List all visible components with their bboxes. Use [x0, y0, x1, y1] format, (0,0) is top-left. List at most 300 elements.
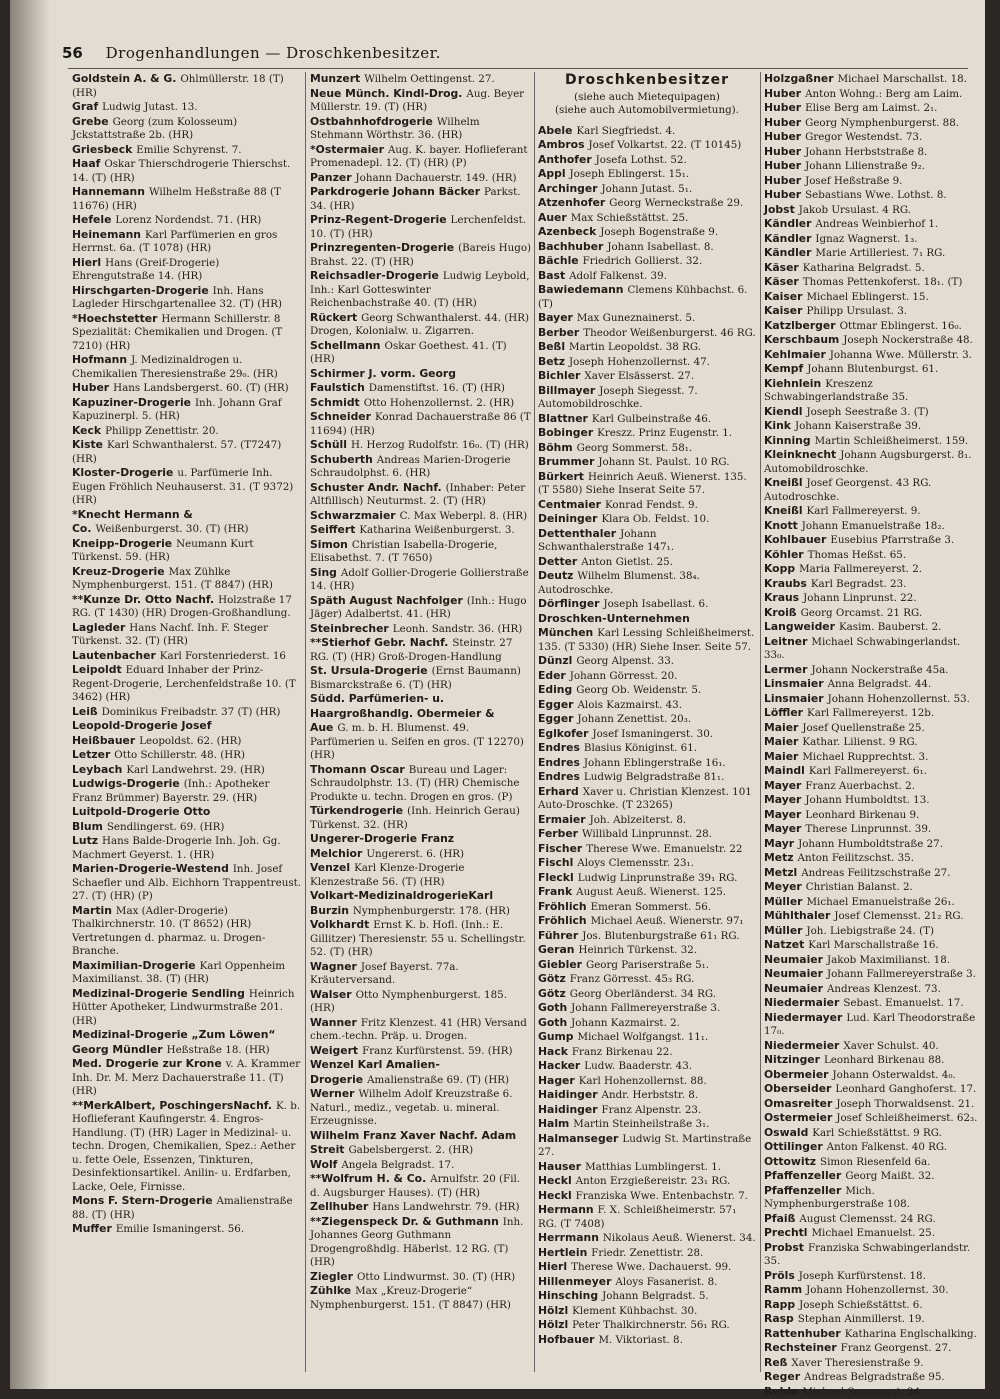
- entry-details: Wilhelm Stehmann Wörthstr. 36. (HR): [310, 116, 480, 142]
- entry-details: Konrad Dachauerstraße 86 (T 11694) (HR): [310, 411, 531, 437]
- entry-name: Linsmaier: [764, 677, 824, 690]
- entry-details: Anton Erzgießereistr. 23₁ RG.: [576, 1175, 731, 1187]
- entry-details: Joseph Schießstättst. 6.: [799, 1299, 923, 1311]
- directory-entry: [538, 1333, 756, 1348]
- directory-entry: [764, 1184, 979, 1212]
- entry-details: Oskar Thierschdrogerie Thierschst. 14. (T) (HR): [72, 158, 290, 184]
- entry-name: *Ostermaier: [310, 143, 384, 156]
- entry-details: Otto Hohenzollernst. 2. (HR): [364, 397, 514, 409]
- directory-entry: [764, 116, 979, 131]
- entry-name: Natzet: [764, 938, 804, 951]
- entry-name: Appl: [538, 167, 566, 180]
- directory-entry: [310, 1158, 532, 1173]
- directory-entry: [310, 1172, 532, 1200]
- entry-name: Kändler: [764, 217, 811, 230]
- entry-name: Maximilian-Drogerie: [72, 959, 196, 972]
- entry-name: Munzert: [310, 72, 360, 85]
- entry-name: Bächle: [538, 254, 579, 267]
- entry-details: Holzstraße 17 RG. (T 1430) (HR) Drogen-Großhandlung.: [72, 594, 292, 620]
- entry-name: Kempf: [764, 362, 803, 375]
- entry-name: Goth: [538, 1016, 567, 1029]
- entry-details: Gabelsbergerst. 2. (HR): [348, 1144, 473, 1156]
- entry-details: Georg Sommerst. 58₁.: [577, 442, 693, 454]
- directory-entry: [764, 1169, 979, 1184]
- entry-details: (Inhaber: Peter Altfillisch) Neuturmst. 2. (T) (HR): [310, 482, 525, 508]
- directory-page: [10, 0, 985, 1389]
- entry-name: Heckl: [538, 1189, 572, 1202]
- entry-details: Max „Kreuz-Drogerie“ Nymphenburgerst. 151. (T 8847) (HR): [310, 1285, 511, 1311]
- entry-name: Endres: [538, 741, 580, 754]
- directory-entry: [764, 377, 979, 405]
- directory-entry: [764, 1068, 979, 1083]
- directory-entry: [538, 929, 756, 944]
- entry-details: Steinstr. 27 RG. (T) (HR) Groß-Drogen-Handlung: [310, 637, 512, 663]
- entry-details: Adolf Falkenst. 39.: [569, 270, 667, 282]
- entry-name: Azenbeck: [538, 225, 596, 238]
- entry-name: Kerschbaum: [764, 333, 839, 346]
- entry-details: Wilhelm Blumenst. 38₄. Autodroschke.: [538, 570, 700, 596]
- entry-details: Damenstiftst. 16. (T) (HR): [369, 382, 505, 394]
- entry-details: Karl Schießstättst. 9 RG.: [812, 1127, 942, 1139]
- entry-name: Maier: [764, 721, 798, 734]
- entry-details: Hans Landwehrstr. 79. (HR): [372, 1201, 519, 1213]
- directory-entry: [72, 959, 302, 987]
- entry-name: Kraus: [764, 591, 799, 604]
- entry-name: Kändler: [764, 232, 811, 245]
- directory-entry: [764, 1212, 979, 1227]
- entry-details: Michael Wolfgangst. 11₁.: [578, 1031, 709, 1043]
- directory-entry: [764, 924, 979, 939]
- entry-name: Huber: [764, 101, 801, 114]
- directory-entry: [310, 396, 532, 411]
- directory-entry: [764, 635, 979, 663]
- entry-name: Leipoldt: [72, 663, 122, 676]
- entry-name: Auer: [538, 211, 567, 224]
- entry-name: Ambros: [538, 138, 585, 151]
- entry-details: Franz Alpenstr. 23.: [602, 1104, 702, 1116]
- entry-name: Obermeier: [764, 1068, 828, 1081]
- entry-name: Huber: [764, 159, 801, 172]
- directory-entry: [538, 555, 756, 570]
- entry-details: Karl Hohenzollernst. 88.: [579, 1075, 707, 1087]
- entry-name: Mayer: [764, 779, 801, 792]
- directory-entry: [72, 508, 302, 537]
- entry-details: Dominikus Freibadstr. 37 (T) (HR): [102, 706, 281, 718]
- entry-details: Georg (zum Kolosseum) Jckstattstraße 2b. (HR): [72, 116, 237, 142]
- directory-entry: [310, 241, 532, 269]
- entry-details: Georg Maißt. 32.: [845, 1170, 934, 1182]
- entry-details: Michael Marschallst. 18.: [838, 73, 967, 85]
- entry-name: Ziegler: [310, 1270, 353, 1283]
- entry-details: Johann Dachauerstr. 149. (HR): [356, 172, 517, 184]
- entry-details: Johann Nockerstraße 45a.: [811, 664, 948, 676]
- entry-details: Georg Werneckstraße 29.: [609, 197, 743, 209]
- directory-entry: [764, 880, 979, 895]
- entry-name: Führer: [538, 929, 578, 942]
- entry-details: Michael Schwabingerlandst. 33₀.: [764, 636, 960, 662]
- directory-entry: [764, 1097, 979, 1112]
- entry-details: Mich. Nymphenburgerstraße 108.: [764, 1185, 910, 1211]
- entry-details: Hans Nachf. Inh. F. Steger Türkenst. 32. (T) (HR): [72, 622, 268, 648]
- directory-entry: [764, 851, 979, 866]
- directory-entry: [764, 1226, 979, 1241]
- entry-details: Johann Schwanthalerstraße 147₁.: [538, 528, 674, 554]
- directory-entry: [538, 254, 756, 269]
- entry-name: Oswald: [764, 1126, 808, 1139]
- entry-details: Joseph Bogenstraße 9.: [600, 226, 718, 238]
- entry-details: Andreas Klenzest. 73.: [827, 983, 941, 995]
- entry-details: Otto Nymphenburgerst. 185. (HR): [310, 989, 507, 1015]
- directory-entry: [764, 562, 979, 577]
- entry-name: Leitner: [764, 635, 807, 648]
- directory-entry: [538, 569, 756, 597]
- directory-entry: [764, 895, 979, 910]
- entry-name: Schuberth: [310, 453, 373, 466]
- column-divider: [305, 72, 306, 1372]
- directory-entry: [310, 1129, 532, 1158]
- entry-details: Michael Sommerst. 24.: [802, 1386, 923, 1398]
- entry-name: Rapp: [764, 1298, 795, 1311]
- entry-details: Johann Herbststraße 8.: [805, 146, 927, 158]
- directory-entry: [72, 213, 302, 228]
- entry-name: **Wolfrum H. & Co.: [310, 1172, 426, 1185]
- directory-entry: [310, 339, 532, 367]
- entry-details: Max Zühlke Nymphenburgerst. 151. (T 8847) (HR): [72, 566, 273, 592]
- directory-entry: [764, 419, 979, 434]
- entry-name: Archinger: [538, 182, 598, 195]
- entry-details: Wilhelm Oettingenst. 27.: [364, 73, 494, 85]
- entry-details: Johann Belgradst. 5.: [602, 1290, 709, 1302]
- entry-details: Josef Ismaningerst. 30.: [592, 728, 713, 740]
- directory-entry: [538, 455, 756, 470]
- entry-name: Beßl: [538, 340, 565, 353]
- entry-name: Ostermeier: [764, 1111, 832, 1124]
- directory-entry: [764, 174, 979, 189]
- entry-name: Kreuz-Drogerie: [72, 565, 165, 578]
- directory-entry: [310, 311, 532, 339]
- entry-details: Johann Humboldtst. 13.: [805, 794, 929, 806]
- directory-entry: [310, 664, 532, 692]
- entry-name: Schuster Andr. Nachf.: [310, 481, 442, 494]
- entry-name: Ottowitz: [764, 1155, 816, 1168]
- entry-details: Lorenz Nordendst. 71. (HR): [115, 214, 261, 226]
- entry-name: Metzl: [764, 866, 797, 879]
- directory-entry: [310, 185, 532, 213]
- entry-name: Leopold-Drogerie Josef Heißbauer: [72, 719, 211, 747]
- entry-name: Köhler: [764, 548, 804, 561]
- entry-name: Reß: [764, 1356, 787, 1369]
- directory-entry: [310, 594, 532, 622]
- entry-name: Lautenbacher: [72, 649, 156, 662]
- directory-entry: [310, 453, 532, 481]
- directory-entry: [310, 988, 532, 1016]
- directory-entry: [764, 591, 979, 606]
- directory-entry: [310, 87, 532, 115]
- entry-name: Heinemann: [72, 228, 141, 241]
- directory-entry: [764, 72, 979, 87]
- entry-name: Schellmann: [310, 339, 381, 352]
- entry-details: Josefa Lothst. 52.: [596, 154, 687, 166]
- entry-name: Centmaier: [538, 498, 601, 511]
- section-note: (siehe auch Automobilvermietung).: [538, 104, 756, 118]
- entry-details: Martin Leopoldst. 38 RG.: [569, 341, 701, 353]
- directory-entry: [538, 167, 756, 182]
- entry-details: Eduard Inhaber der Prinz-Regent-Drogerie, Lerchenfeldstraße 10. (T 3462) (HR): [72, 664, 296, 703]
- directory-entry: [538, 1289, 756, 1304]
- column-1: [72, 72, 302, 1372]
- entry-details: Johanna Wwe. Müllerstr. 3.: [830, 349, 972, 361]
- entry-details: Anton Gietlst. 25.: [581, 556, 673, 568]
- entry-name: Ungerer-Drogerie Franz Melchior: [310, 832, 454, 860]
- entry-name: **Kunze Dr. Otto Nachf.: [72, 593, 214, 606]
- directory-entry: [764, 706, 979, 721]
- directory-entry: [764, 348, 979, 363]
- entry-details: Theodor Weißenburgerst. 46 RG.: [583, 327, 756, 339]
- entry-details: Johann Humboldtstraße 27.: [798, 838, 943, 850]
- directory-entry: [538, 1016, 756, 1031]
- directory-entry: [764, 967, 979, 982]
- entry-name: Knott: [764, 519, 798, 532]
- entry-name: Maindl: [764, 764, 805, 777]
- entry-details: Ungererst. 6. (HR): [366, 848, 464, 860]
- directory-entry: [72, 705, 302, 720]
- entry-details: Michael Emanuelst. 25.: [812, 1227, 935, 1239]
- entry-details: Max (Adler-Drogerie) Thalkirchnerstr. 10. (T 8652) (HR) Vertretungen d. pharmaz. u. Drogen-Branche.: [72, 905, 265, 958]
- entry-details: Martin Schleißheimerst. 159.: [815, 435, 969, 447]
- entry-name: Pfaiß: [764, 1212, 795, 1225]
- entry-name: Fischer: [538, 842, 582, 855]
- entry-name: Lutz: [72, 834, 98, 847]
- directory-entry: [72, 1028, 302, 1057]
- entry-details: Wilhelm Heßstraße 88 (T 11676) (HR): [72, 186, 281, 212]
- entry-name: Schwarzmaier: [310, 509, 396, 522]
- directory-entry: [764, 1312, 979, 1327]
- entry-details: Joseph Kurfürstenst. 18.: [799, 1270, 926, 1282]
- entry-details: Weißenburgerst. 30. (T) (HR): [95, 523, 248, 535]
- entry-details: Karl Fallmereyerst. 12b.: [807, 707, 934, 719]
- entry-name: Dörflinger: [538, 597, 599, 610]
- entry-details: Xaver Elsässerst. 27.: [584, 370, 694, 382]
- entry-details: Michael Rupprechtst. 3.: [802, 751, 928, 763]
- entry-details: Lud. Karl Theodorstraße 17₀.: [764, 1012, 975, 1038]
- directory-entry: [72, 593, 302, 621]
- entry-name: Hirschgarten-Drogerie: [72, 284, 209, 297]
- entry-name: Probst: [764, 1241, 804, 1254]
- directory-entry: [538, 813, 756, 828]
- directory-entry: [310, 143, 532, 171]
- entry-name: Billmayer: [538, 384, 595, 397]
- directory-entry: [764, 504, 979, 519]
- entry-name: Walser: [310, 988, 352, 1001]
- entry-name: Heckl: [538, 1174, 572, 1187]
- directory-entry: [538, 196, 756, 211]
- entry-details: Hans (Greif-Drogerie) Ehrengutstraße 14. (HR): [72, 257, 219, 283]
- entry-name: Weigert: [310, 1044, 358, 1057]
- entry-details: Heinrich Hütter Apotheker, Lindwurmstraße 201. (HR): [72, 988, 294, 1027]
- entry-name: Martin: [72, 904, 112, 917]
- directory-entry: [72, 649, 302, 664]
- entry-name: Wanner: [310, 1016, 357, 1029]
- entry-name: Hölzl: [538, 1318, 568, 1331]
- entry-name: Kinning: [764, 434, 811, 447]
- directory-entry: [764, 548, 979, 563]
- entry-name: Zühlke: [310, 1284, 351, 1297]
- directory-entry: [538, 958, 756, 973]
- entry-name: Hefele: [72, 213, 111, 226]
- entry-name: Leiß: [72, 705, 98, 718]
- entry-details: Emilie Schyrenst. 7.: [136, 144, 241, 156]
- directory-entry: [538, 1189, 756, 1204]
- entry-name: Deutz: [538, 569, 573, 582]
- entry-name: Huber: [764, 145, 801, 158]
- entry-name: Käser: [764, 261, 799, 274]
- entry-details: Wilhelm Adolf Kreuzstraße 6. Naturl., mediz., vegetab. u. mineral. Erzeugnisse.: [310, 1088, 512, 1127]
- directory-entry: [764, 837, 979, 852]
- entry-name: Medizinal-Drogerie „Zum Löwen“ Georg Mündler: [72, 1028, 276, 1056]
- entry-details: Franz Birkenau 22.: [572, 1046, 673, 1058]
- entry-name: Linsmaier: [764, 692, 824, 705]
- entry-details: Andr. Herbststr. 8.: [602, 1089, 699, 1101]
- entry-name: Lermer: [764, 663, 807, 676]
- entry-details: August Aeuß. Wienerst. 125.: [576, 886, 726, 898]
- entry-details: Amalienstraße 69. (T) (HR): [367, 1074, 509, 1086]
- entry-name: Med. Drogerie zur Krone: [72, 1057, 222, 1070]
- entry-details: Joh. Liebigstraße 24. (T): [806, 925, 933, 937]
- entry-details: Georg Orcamst. 21 RG.: [801, 607, 923, 619]
- directory-entry: [538, 1304, 756, 1319]
- entry-details: Johann Zenettist. 20₃.: [577, 713, 691, 725]
- entry-name: Graf: [72, 100, 98, 113]
- entry-name: Bachhuber: [538, 240, 603, 253]
- directory-entry: [764, 1126, 979, 1141]
- entry-details: Katharina Englschalking.: [845, 1328, 977, 1340]
- entry-details: Leopoldst. 62. (HR): [139, 735, 241, 747]
- directory-entry: [764, 1385, 979, 1399]
- directory-entry: [764, 405, 979, 420]
- directory-entry: [310, 269, 532, 311]
- entry-name: Marien-Drogerie-Westend: [72, 862, 229, 875]
- entry-details: Max Guneznainerst. 5.: [577, 312, 695, 324]
- entry-name: Ludwigs-Drogerie: [72, 777, 180, 790]
- entry-details: Friedr. Zenettistr. 28.: [591, 1247, 703, 1259]
- entry-details: Josef Georgenst. 43 RG. Autodroschke.: [764, 477, 931, 503]
- entry-details: Sebast. Emanuelst. 17.: [843, 997, 963, 1009]
- directory-entry: [72, 312, 302, 354]
- entry-details: Jos. Blutenburgstraße 61₁ RG.: [582, 930, 739, 942]
- entry-details: Aug. Beyer Müllerstr. 19. (T) (HR): [310, 88, 524, 114]
- directory-entry: [764, 1111, 979, 1126]
- entry-name: Hacker: [538, 1059, 580, 1072]
- entry-name: Götz: [538, 972, 566, 985]
- directory-entry: [310, 1016, 532, 1044]
- entry-details: Parkst. 34. (HR): [310, 186, 521, 212]
- entry-name: Huber: [764, 174, 801, 187]
- column-3: [538, 72, 756, 1372]
- entry-name: Atzenhofer: [538, 196, 605, 209]
- entry-details: Joseph Thorwaldsenst. 21.: [836, 1098, 974, 1110]
- entry-details: v. A. Krammer Inh. Dr. M. Merz Dachauerstraße 11. (T) (HR): [72, 1058, 300, 1097]
- directory-entry: [764, 434, 979, 449]
- entry-name: Oberseider: [764, 1082, 831, 1095]
- entry-details: Marie Artilleriest. 7₁ RG.: [815, 247, 945, 259]
- entry-details: Karl Klenze-Drogerie Klenzestraße 56. (T) (HR): [310, 862, 465, 888]
- entry-details: Max Schießstättst. 25.: [571, 212, 689, 224]
- directory-entry: [764, 663, 979, 678]
- entry-details: Stephan Ainmillerst. 19.: [798, 1313, 925, 1325]
- entry-name: Reichsadler-Drogerie: [310, 269, 439, 282]
- directory-entry: [538, 785, 756, 813]
- entry-details: August Clemensst. 24 RG.: [799, 1213, 935, 1225]
- directory-entry: [72, 719, 302, 748]
- directory-entry: [764, 1039, 979, 1054]
- directory-entry: [764, 304, 979, 319]
- entry-details: Therese Wwe. Dachauerst. 99.: [571, 1261, 731, 1273]
- entry-name: Niedermayer: [764, 1011, 842, 1024]
- entry-name: Neumaier: [764, 982, 823, 995]
- directory-entry: [538, 124, 756, 139]
- entry-details: Michael Aeuß. Wienerstr. 97₁: [591, 915, 744, 927]
- directory-entry: [310, 1044, 532, 1059]
- entry-details: Thomas Heßst. 65.: [808, 549, 906, 561]
- entry-details: (Inh.: Apotheker Franz Brümmer) Bayerstr. 29. (HR): [72, 778, 269, 804]
- directory-entry: [72, 621, 302, 649]
- directory-entry: [764, 159, 979, 174]
- entry-details: Johann Kaiserstraße 39.: [795, 420, 921, 432]
- entry-name: Zellhuber: [310, 1200, 368, 1213]
- entry-name: Keck: [72, 424, 101, 437]
- directory-entry: [310, 367, 532, 396]
- entry-name: Hermann: [538, 1203, 594, 1216]
- entry-name: Simon: [310, 538, 348, 551]
- entry-name: Katzlberger: [764, 319, 836, 332]
- entry-details: Johann Emanuelstraße 18₂.: [802, 520, 945, 532]
- entry-details: Blasius Königinst. 61.: [584, 742, 697, 754]
- entry-details: Oskar Goethest. 41. (T) (HR): [310, 340, 507, 366]
- entry-details: Heßstraße 18. (HR): [167, 1044, 270, 1056]
- directory-entry: [310, 636, 532, 664]
- entry-name: Löffler: [764, 706, 803, 719]
- page-number: 56: [62, 44, 83, 62]
- entry-name: Endres: [538, 770, 580, 783]
- column-divider: [534, 72, 535, 1372]
- entry-name: Bayer: [538, 311, 573, 324]
- directory-entry: [764, 130, 979, 145]
- entry-name: Lagleder: [72, 621, 125, 634]
- entry-name: Geran: [538, 943, 574, 956]
- directory-entry: [310, 1200, 532, 1215]
- directory-entry: [538, 683, 756, 698]
- entry-details: Xaver u. Christian Klenzest. 101 Auto-Droschke. (T 23265): [538, 786, 752, 812]
- entry-details: Therese Linprunnst. 39.: [805, 823, 931, 835]
- entry-name: Haaf: [72, 157, 100, 170]
- entry-details: Michael Eblingerst. 15.: [806, 291, 928, 303]
- entry-name: Bawiedemann: [538, 283, 623, 296]
- directory-entry: [72, 256, 302, 284]
- entry-details: Emilie Ismaningerst. 56.: [116, 1223, 244, 1235]
- entry-details: Johann Linprunst. 22.: [803, 592, 917, 604]
- directory-entry: [764, 721, 979, 736]
- directory-entry: [538, 1231, 756, 1246]
- directory-entry: [310, 1270, 532, 1285]
- entry-details: Johann Lilienstraße 9₂.: [805, 160, 925, 172]
- entry-details: Amalienstraße 88. (T) (HR): [72, 1195, 293, 1221]
- directory-entry: [310, 960, 532, 988]
- directory-entry: [72, 904, 302, 959]
- directory-entry: [764, 1140, 979, 1155]
- directory-entry: [764, 1283, 979, 1298]
- entry-name: Deininger: [538, 512, 597, 525]
- entry-name: Nitzinger: [764, 1053, 820, 1066]
